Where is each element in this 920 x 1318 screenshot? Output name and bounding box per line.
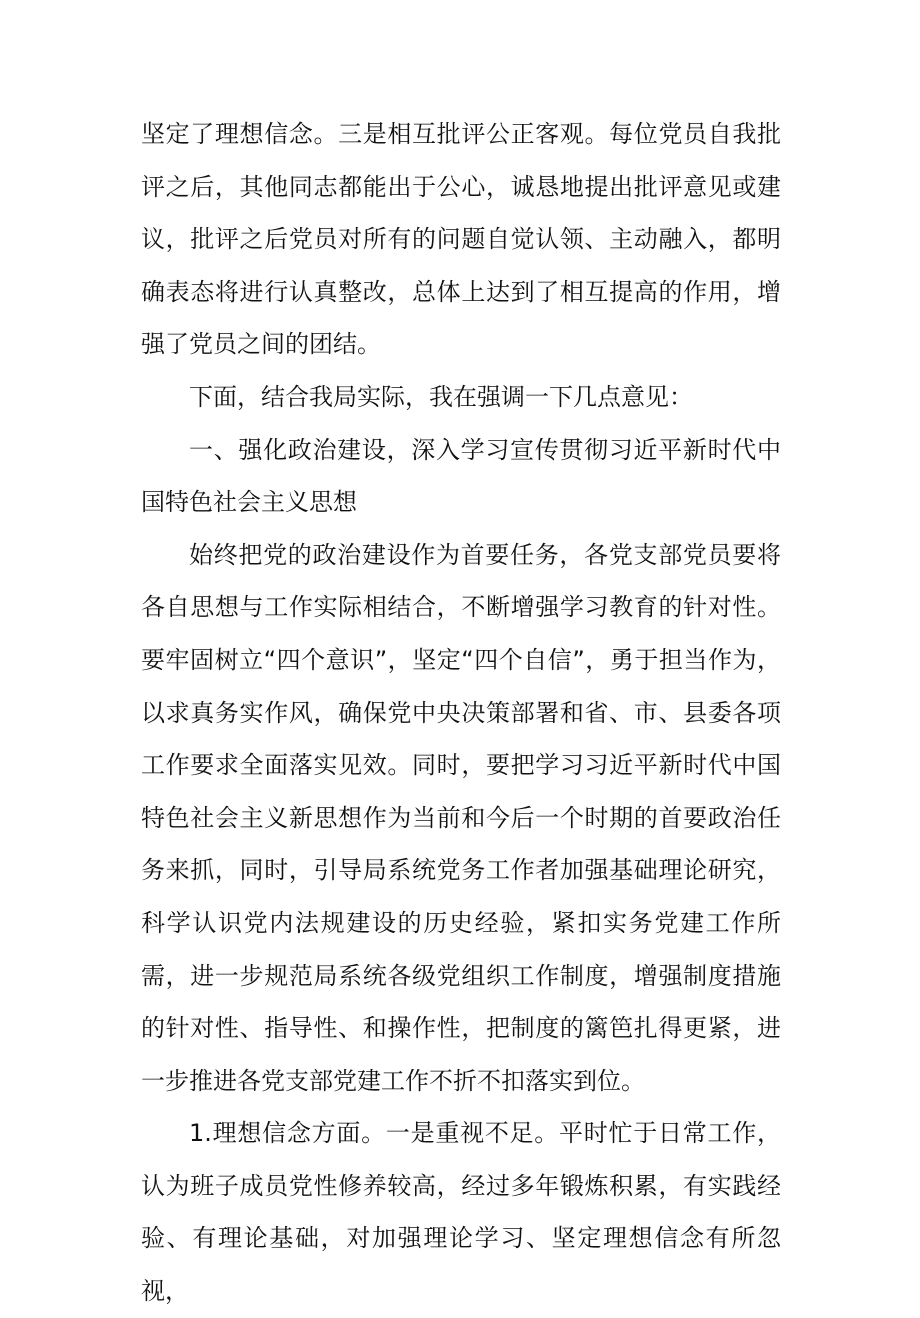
section-heading-1: 一、强化政治建设，深入学习宣传贯彻习近平新时代中国特色社会主义思想: [141, 435, 781, 517]
paragraph-political-construction: 始终把党的政治建设作为首要任务，各党支部党员要将各自思想与工作实际相结合，不断增强学习教育的针对性。要牢固树立“四个意识”，坚定“四个自信”，勇于担当作为，以求真务实作风，确保党中央决策部署和省、市、县委各项工作要求全面落实见效。同时，要把学习习近平新时代中国特色社会主义新思想作为当前和今后一个时期的首要政治任务来抓，同时，引导局系统党务工作者加强基础理论研究，科学认识党内法规建设的历史经验，紧扣实务党建工作所需，进一步规范局系统各级党组织工作制度，增强制度措施的针对性、指导性、和操作性，把制度的篱笆扎得更紧，进一步推进各党支部党建工作不折不扣落实到位。: [141, 540, 781, 1095]
document-body: [141, 108, 781, 1318]
paragraph-ideals-beliefs: 1.理想信念方面。一是重视不足。平时忙于日常工作，认为班子成员党性修养较高，经过多年锻炼积累，有实践经验、有理论基础，对加强理论学习、坚定理想信念有所忽视，: [141, 1119, 781, 1306]
paragraph-continuation: 坚定了理想信念。三是相互批评公正客观。每位党员自我批评之后，其他同志都能出于公心，诚恳地提出批评意见或建议，批评之后党员对所有的问题自觉认领、主动融入，都明确表态将进行认真整改，总体上达到了相互提高的作用，增强了党员之间的团结。: [141, 120, 781, 359]
paragraph-intro: 下面，结合我局实际，我在强调一下几点意见：: [189, 382, 693, 411]
